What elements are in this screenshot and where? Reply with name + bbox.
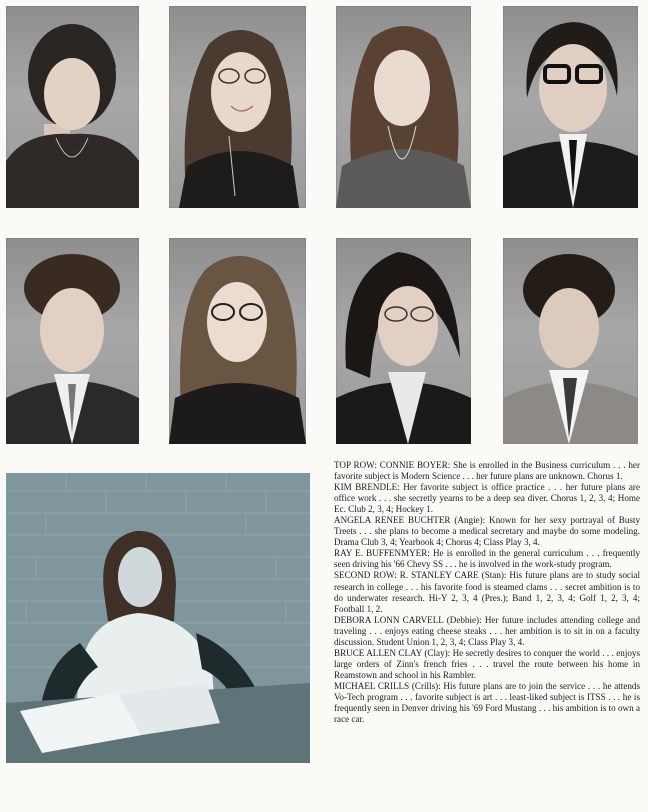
portrait-stanley-care: [6, 238, 139, 444]
caption-block: [334, 460, 640, 725]
portrait-michael-crills: [503, 238, 638, 444]
caption-debora-carvell: DEBORA LONN CARVELL (Debbie): Her future includes attending college and traveling . . . enjoys eating cheese steaks . . . her ambition is to sit in on a faculty discussion. Student Union 1, 2, 3, 4; Class Play 3, 4.: [334, 614, 640, 647]
candid-photo-student-studying: [6, 473, 310, 763]
caption-angela-buchter: ANGELA RENEE BUCHTER (Angie): Known for her sexy portrayal of Busty Treets . . . she plans to become a medical secretary and maybe do some modeling. Drama Club 3, 4; Yearbook 4; Chorus 4; Class Play 3, 4.: [334, 515, 640, 548]
portrait-debora-carvell: [169, 238, 306, 444]
caption-kim-brendle: KIM BRENDLE: Her favorite subject is office practice . . . her future plans are office work . . . she secretly yearns to be a deep sea diver. Chorus 1, 2, 3, 4; Home Ec. Club 2, 3, 4; Hockey 1.: [334, 482, 640, 515]
caption-bruce-clay: BRUCE ALLEN CLAY (Clay): He secretly desires to conquer the world . . . enjoys large orders of Zinn's french fries . . . travel the route between his home in Reamstown and school in his Rambler.: [334, 647, 640, 680]
portrait-kim-brendle: [169, 6, 306, 208]
caption-ray-buffenmyer: RAY E. BUFFENMYER: He is enrolled in the general curriculum . . . frequently seen driving his '66 Chevy SS . . . he is involved in the work-study program.: [334, 548, 640, 570]
portrait-bruce-clay: [336, 238, 471, 444]
caption-connie-boyer: TOP ROW: CONNIE BOYER: She is enrolled in the Business curriculum . . . her favorite subject is Modern Science . . . her future plans are unknown. Chorus 1.: [334, 460, 640, 482]
portrait-angela-buchter: [336, 6, 471, 208]
portrait-connie-boyer: [6, 6, 139, 208]
caption-michael-crills: MICHAEL CRILLS (Crills): His future plans are to join the service . . . he attends Vo-Tech program . . . favorite subject is art . . . least-liked subject is ITSS . . . he is frequently seen in Denver driving his '69 Ford Mustang . . . his ambition is to own a race car.: [334, 680, 640, 725]
portrait-ray-buffenmyer: [503, 6, 638, 208]
caption-stanley-care: SECOND ROW: R. STANLEY CARE (Stan): His future plans are to study social research in college . . . his favorite food is steamed clams . . . secret ambition is to do underwater research. Hi-Y 2, 3, 4 (Pres.); Band 1, 2, 3, 4; Golf 1, 2, 3, 4; Football 1, 2.: [334, 570, 640, 614]
